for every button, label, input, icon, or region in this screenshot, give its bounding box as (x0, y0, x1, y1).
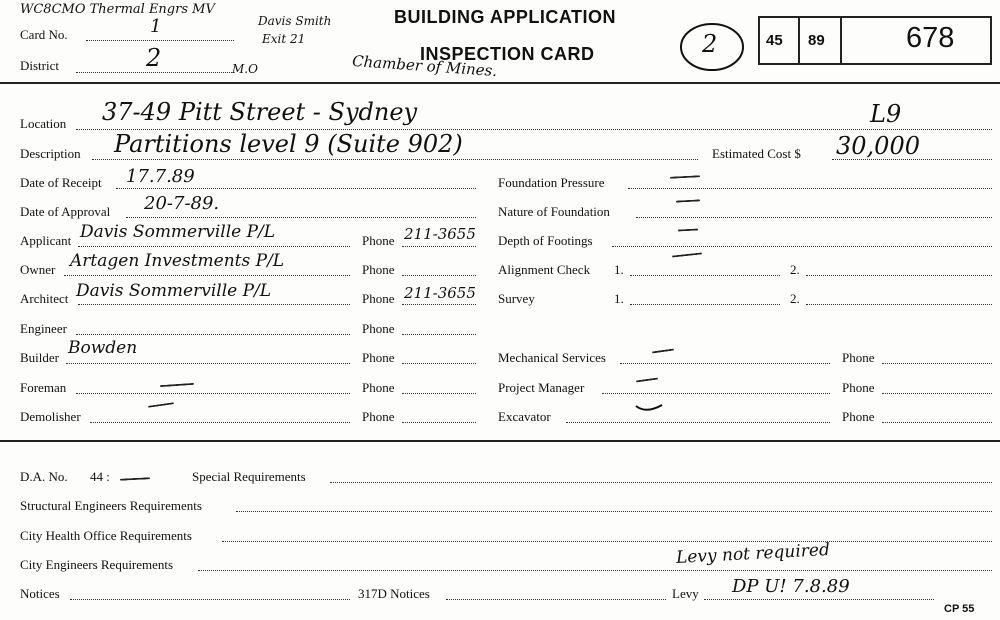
special-requirements-dots (330, 482, 992, 483)
applicant-phone-value: 211-3655 (404, 225, 476, 243)
notices-317d-dots (446, 599, 666, 600)
city-health-dots (222, 541, 992, 542)
engineer-dots (76, 334, 350, 335)
engineer-label: Engineer (20, 321, 67, 336)
project-manager-dots (602, 393, 830, 394)
architect-phone-label: Phone (362, 291, 395, 306)
reference-box-c: 678 (906, 22, 955, 54)
foundation-pressure-label: Foundation Pressure (498, 175, 605, 190)
demolisher-dash-mark (148, 402, 174, 408)
date-receipt-label: Date of Receipt (20, 175, 102, 190)
survey-num-1: 1. (614, 291, 624, 306)
da-number-label: D.A. No. (20, 469, 68, 484)
structural-engineers-dots (236, 511, 992, 512)
da-dash-mark (120, 477, 150, 481)
foundation-pressure-dots (628, 188, 992, 189)
reference-box-divider-1 (798, 16, 800, 65)
foreman-phone-dots (402, 393, 476, 394)
city-health-label: City Health Office Requirements (20, 528, 192, 543)
district-dots (76, 72, 234, 73)
levy-label: Levy (672, 586, 699, 601)
owner-dots (64, 275, 350, 276)
builder-phone-dots (402, 363, 476, 364)
notices-label: Notices (20, 586, 60, 601)
survey-num-2: 2. (790, 291, 800, 306)
alignment-check-label: Alignment Check (498, 262, 591, 277)
survey-2-dots (806, 304, 992, 305)
excavator-label: Excavator (498, 409, 551, 424)
alignment-check-num-2: 2. (790, 262, 800, 277)
alignment-check-num-1: 1. (614, 262, 624, 277)
reference-box-b: 89 (808, 32, 825, 49)
project-manager-dash-mark (636, 377, 658, 382)
handwritten-chamber-of-mines: Chamber of Mines. (351, 51, 498, 81)
description-label: Description (20, 146, 81, 161)
city-engineers-dots (198, 570, 992, 571)
applicant-dots (78, 246, 350, 247)
location-label: Location (20, 116, 67, 131)
handwritten-mo: M.O (232, 62, 258, 76)
levy-not-required-note: Levy not required (675, 539, 831, 569)
card-no-value: 1 (150, 16, 162, 37)
date-receipt-dots (116, 188, 476, 189)
city-engineers-label: City Engineers Requirements (20, 557, 174, 572)
architect-phone-dots (402, 304, 476, 305)
handwritten-note-top-left: WC8CMO Thermal Engrs MV (20, 2, 215, 17)
notices-dots (70, 599, 350, 600)
reference-box-a: 45 (766, 32, 783, 49)
project-manager-label: Project Manager (498, 380, 585, 395)
structural-engineers-label: Structural Engineers Requirements (20, 498, 202, 513)
mechanical-dash-mark (652, 348, 674, 353)
date-approval-value: 20-7-89. (144, 193, 220, 214)
circled-number: 2 (702, 30, 718, 58)
card-title-line1: BUILDING APPLICATION (394, 7, 616, 27)
levy-dots (704, 599, 934, 600)
demolisher-phone-dots (402, 422, 476, 423)
header-divider (0, 82, 1000, 84)
reference-number-box (758, 16, 992, 65)
special-requirements-label: Special Requirements (192, 469, 306, 484)
builder-label: Builder (20, 350, 59, 365)
da-number-value: 44 : (90, 469, 110, 484)
description-dots (92, 159, 698, 160)
demolisher-label: Demolisher (20, 409, 81, 424)
foreman-phone-label: Phone (362, 380, 395, 395)
excavator-phone-label: Phone (842, 409, 875, 424)
nature-foundation-label: Nature of Foundation (498, 204, 610, 219)
applicant-phone-dots (402, 246, 476, 247)
project-manager-phone-dots (882, 393, 992, 394)
depth-footings-dash-mark (678, 228, 698, 231)
applicant-label: Applicant (20, 233, 72, 248)
district-value: 2 (146, 44, 162, 72)
foreman-dash-mark (160, 383, 194, 387)
handwritten-note-top-mid1: Davis Smith (258, 14, 332, 28)
demolisher-phone-label: Phone (362, 409, 395, 424)
owner-phone-label: Phone (362, 262, 395, 277)
engineer-phone-label: Phone (362, 321, 395, 336)
foundation-pressure-dash-mark (670, 175, 700, 179)
survey-1-dots (630, 304, 780, 305)
nature-foundation-dash-mark (676, 199, 700, 202)
date-approval-dots (126, 217, 476, 218)
level-value: L9 (870, 100, 902, 128)
owner-phone-dots (402, 275, 476, 276)
mechanical-services-label: Mechanical Services (498, 350, 606, 365)
depth-footings-dots (612, 246, 992, 247)
applicant-value: Davis Sommerville P/L (80, 222, 276, 242)
notices-317d-label: 317D Notices (358, 586, 430, 601)
excavator-dots (566, 422, 830, 423)
form-code: CP 55 (944, 603, 975, 615)
depth-footings-label: Depth of Footings (498, 233, 593, 248)
alignment-check-1-dots (630, 275, 780, 276)
architect-value: Davis Sommerville P/L (76, 281, 272, 301)
project-manager-phone-label: Phone (842, 380, 875, 395)
demolisher-dots (90, 422, 350, 423)
nature-foundation-dots (636, 217, 992, 218)
applicant-phone-label: Phone (362, 233, 395, 248)
mechanical-phone-dots (882, 363, 992, 364)
foreman-label: Foreman (20, 380, 67, 395)
alignment-dash-mark (672, 252, 702, 257)
architect-dots (78, 304, 350, 305)
builder-value: Bowden (68, 338, 138, 358)
handwritten-note-top-mid2: Exit 21 (262, 32, 306, 46)
foreman-dots (76, 393, 350, 394)
estimated-cost-value: 30,000 (836, 132, 920, 160)
builder-dots (66, 363, 350, 364)
architect-label: Architect (20, 291, 69, 306)
date-approval-label: Date of Approval (20, 204, 111, 219)
requirements-divider (0, 440, 1000, 442)
reference-box-divider-2 (840, 16, 842, 65)
date-receipt-value: 17.7.89 (126, 166, 195, 187)
district-label: District (20, 58, 59, 73)
owner-value: Artagen Investments P/L (70, 251, 285, 271)
mechanical-phone-label: Phone (842, 350, 875, 365)
alignment-check-2-dots (806, 275, 992, 276)
owner-label: Owner (20, 262, 56, 277)
description-value: Partitions level 9 (Suite 902) (114, 130, 463, 158)
engineer-phone-dots (402, 334, 476, 335)
location-value: 37-49 Pitt Street - Sydney (102, 98, 418, 126)
architect-phone-value: 211-3655 (404, 284, 476, 302)
estimated-cost-label: Estimated Cost $ (712, 146, 801, 161)
builder-phone-label: Phone (362, 350, 395, 365)
card-no-label: Card No. (20, 27, 68, 42)
card-no-dots (86, 40, 234, 41)
levy-value: DP U! 7.8.89 (732, 576, 850, 597)
card-title-line2: INSPECTION CARD (420, 44, 595, 64)
mechanical-services-dots (620, 363, 830, 364)
excavator-tick-mark (634, 402, 664, 416)
excavator-phone-dots (882, 422, 992, 423)
survey-label: Survey (498, 291, 535, 306)
